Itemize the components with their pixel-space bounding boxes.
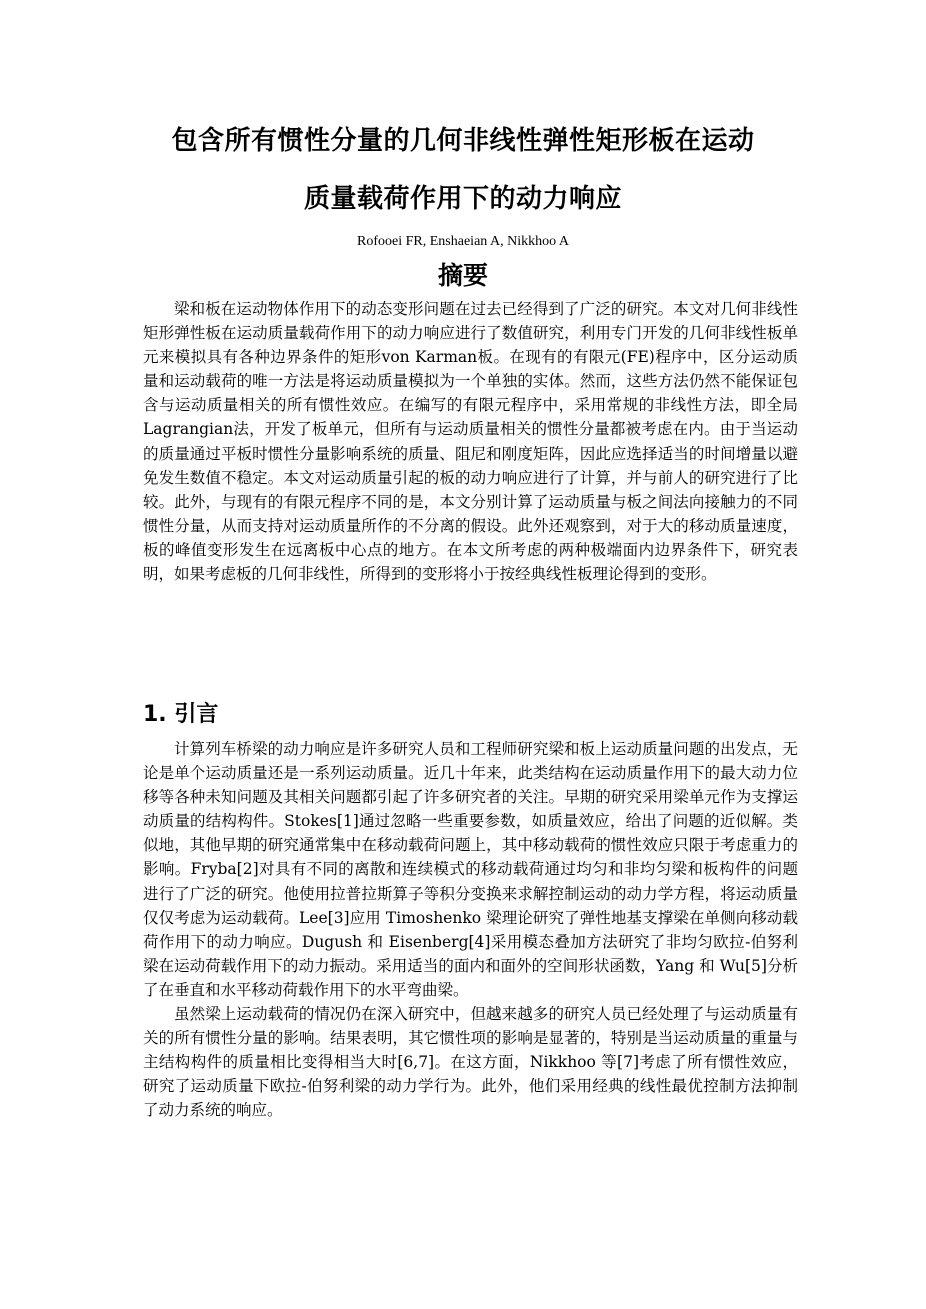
- abstract-body: [143, 297, 798, 586]
- section-heading-introduction: 1. 引言: [143, 702, 219, 727]
- paper-title-line-1: 包含所有惯性分量的几何非线性弹性矩形板在运动: [171, 126, 755, 156]
- abstract-heading: 摘要: [437, 261, 488, 290]
- introduction-paragraph-2: 虽然梁上运动载荷的情况仍在深入研究中，但越来越多的研究人员已经处理了与运动质量有关的所有惯性分量的影响。结果表明，其它惯性项的影响是显著的，特别是当运动质量的重量与主结构构件的质量相比变得相当大时[6,7]。在这方面，Nikkhoo 等[7]考虑了所有惯性效应，研究了运动质量下欧拉-伯努利梁的动力学行为。此外，他们采用经典的线性最优控制方法抑制了动力系统的响应。: [143, 1005, 798, 1120]
- introduction-body: [143, 737, 798, 1123]
- paper-title-line-2: 质量载荷作用下的动力响应: [303, 184, 622, 214]
- abstract-paragraph: 梁和板在运动物体作用下的动态变形问题在过去已经得到了广泛的研究。本文对几何非线性矩形弹性板在运动质量载荷作用下的动力响应进行了数值研究，利用专门开发的几何非线性板单元来模拟具有各种边界条件的矩形von Karman板。在现有的有限元(FE)程序中，区分运动质量和运动载荷的唯一方法是将运动质量模拟为一个单独的实体。然而，这些方法仍然不能保证包含与运动质量相关的所有惯性效应。在编写的有限元程序中，采用常规的非线性方法，即全局Lagrangian法，开发了板单元，但所有与运动质量相关的惯性分量都被考虑在内。由于当运动的质量通过平板时惯性分量影响系统的质量、阻尼和刚度矩阵，因此应选择适当的时间增量以避免发生数值不稳定。本文对运动质量引起的板的动力响应进行了计算，并与前人的研究进行了比较。此外，与现有的有限元程序不同的是，本文分别计算了运动质量与板之间法向接触力的不同惯性分量，从而支持对运动质量所作的不分离的假设。此外还观察到，对于大的移动质量速度，板的峰值变形发生在远离板中心点的地方。在本文所考虑的两种极端面内边界条件下，研究表明，如果考虑板的几何非线性，所得到的变形将小于按经典线性板理论得到的变形。: [143, 300, 798, 584]
- author-list: Rofooei FR, Enshaeian A, Nikkhoo A: [357, 234, 569, 249]
- introduction-paragraph-1: 计算列车桥梁的动力响应是许多研究人员和工程师研究梁和板上运动质量问题的出发点，无论是单个运动质量还是一系列运动质量。近几十年来，此类结构在运动质量作用下的最大动力位移等各种未知问题及其相关问题都引起了许多研究者的关注。早期的研究采用梁单元作为支撑运动质量的结构构件。Stokes[1]通过忽略一些重要参数，如质量效应，给出了问题的近似解。类似地，其他早期的研究通常集中在移动载荷问题上，其中移动载荷的惯性效应只限于考虑重力的影响。Fryba[2]对具有不同的离散和连续模式的移动载荷通过均匀和非均匀梁和板构件的问题进行了广泛的研究。他使用拉普拉斯算子等积分变换来求解控制运动的动力学方程，将运动质量仅仅考虑为运动载荷。Lee[3]应用 Timoshenko 梁理论研究了弹性地基支撑梁在单侧向移动载荷作用下的动力响应。Dugush 和 Eisenberg[4]采用模态叠加方法研究了非均匀欧拉-伯努利梁在运动荷载作用下的动力振动。采用适当的面内和面外的空间形状函数，Yang 和 Wu[5]分析了在垂直和水平移动荷载作用下的水平弯曲梁。: [143, 740, 798, 999]
